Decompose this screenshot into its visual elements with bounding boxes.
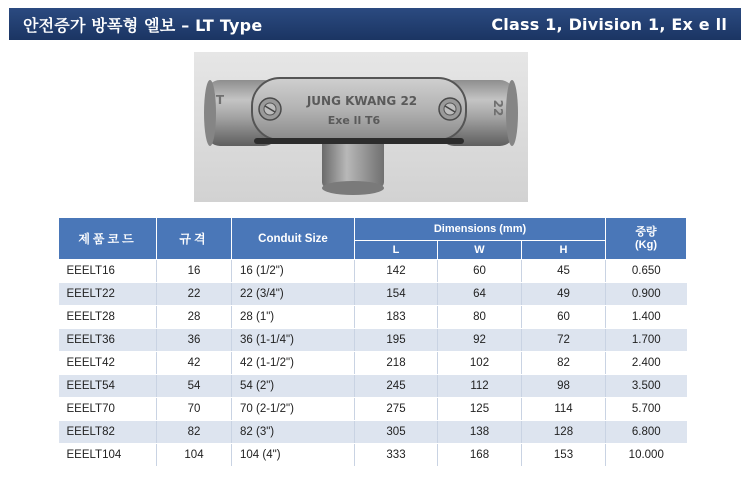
cell-weight: 5.700 (606, 398, 687, 421)
header-weight (606, 218, 687, 260)
table-row (59, 444, 687, 467)
cell-conduit: 16 (1/2") (232, 260, 355, 283)
cell-w: 92 (438, 329, 522, 352)
cell-weight: 0.900 (606, 283, 687, 306)
cell-code: EEELT22 (59, 283, 157, 306)
header-conduit-size: Conduit Size (232, 218, 355, 260)
cell-weight: 0.650 (606, 260, 687, 283)
cover-plate (252, 78, 466, 140)
cell-conduit: 104 (4") (232, 444, 355, 467)
cell-w: 64 (438, 283, 522, 306)
cell-w: 102 (438, 352, 522, 375)
cell-w: 125 (438, 398, 522, 421)
cell-spec: 36 (157, 329, 232, 352)
cell-code: EEELT16 (59, 260, 157, 283)
header-weight-unit: (Kg) (635, 238, 658, 251)
cover-screw-right (439, 98, 461, 120)
cell-l: 305 (355, 421, 438, 444)
cell-conduit: 42 (1-1/2") (232, 352, 355, 375)
cell-conduit: 36 (1-1/4") (232, 329, 355, 352)
cell-spec: 16 (157, 260, 232, 283)
header-dimensions: Dimensions (mm) (355, 218, 606, 241)
cell-w: 80 (438, 306, 522, 329)
cell-l: 183 (355, 306, 438, 329)
cell-code: EEELT54 (59, 375, 157, 398)
cell-h: 114 (522, 398, 606, 421)
product-photo (194, 52, 528, 202)
cell-l: 333 (355, 444, 438, 467)
cell-h: 72 (522, 329, 606, 352)
cell-h: 60 (522, 306, 606, 329)
cell-weight: 10.000 (606, 444, 687, 467)
cell-weight: 1.700 (606, 329, 687, 352)
cover-text-line1: JUNG KWANG 22 (306, 94, 418, 108)
cell-h: 128 (522, 421, 606, 444)
cover-screw-left (259, 98, 281, 120)
cell-conduit: 82 (3") (232, 421, 355, 444)
cell-spec: 104 (157, 444, 232, 467)
table-row (59, 260, 687, 283)
header-code: 제품코드 (59, 218, 157, 260)
cell-conduit: 70 (2-1/2") (232, 398, 355, 421)
cell-w: 168 (438, 444, 522, 467)
header-spec: 규격 (157, 218, 232, 260)
header-weight-label: 중량 (635, 225, 657, 238)
cell-code: EEELT36 (59, 329, 157, 352)
header-dim-h: H (522, 241, 606, 260)
cell-conduit: 54 (2") (232, 375, 355, 398)
cell-code: EEELT70 (59, 398, 157, 421)
left-hub-mark: T (215, 93, 225, 107)
classification-label: Class 1, Division 1, Ex e ll (491, 14, 727, 34)
table-row (59, 398, 687, 421)
cell-spec: 42 (157, 352, 232, 375)
cell-conduit: 28 (1") (232, 306, 355, 329)
cell-h: 45 (522, 260, 606, 283)
cell-spec: 22 (157, 283, 232, 306)
page-title: 안전증가 방폭형 엘보 – LT Type (23, 15, 263, 35)
cell-l: 142 (355, 260, 438, 283)
cell-weight: 2.400 (606, 352, 687, 375)
cell-code: EEELT42 (59, 352, 157, 375)
cell-code: EEELT104 (59, 444, 157, 467)
cell-code: EEELT28 (59, 306, 157, 329)
cell-conduit: 22 (3/4") (232, 283, 355, 306)
cell-w: 112 (438, 375, 522, 398)
cell-w: 60 (438, 260, 522, 283)
table-row (59, 329, 687, 352)
cell-w: 138 (438, 421, 522, 444)
cell-l: 245 (355, 375, 438, 398)
cell-l: 154 (355, 283, 438, 306)
table-header-row (59, 218, 687, 241)
title-bar (9, 8, 741, 40)
cover-gasket (254, 138, 464, 144)
spec-table (58, 217, 687, 467)
stem-hub (322, 136, 384, 195)
cell-h: 82 (522, 352, 606, 375)
cell-code: EEELT82 (59, 421, 157, 444)
cell-h: 98 (522, 375, 606, 398)
cover-text-line2: Exe ll T6 (327, 114, 381, 127)
cell-spec: 54 (157, 375, 232, 398)
cell-h: 153 (522, 444, 606, 467)
table-row (59, 421, 687, 444)
cell-l: 195 (355, 329, 438, 352)
cell-spec: 28 (157, 306, 232, 329)
header-dim-w: W (438, 241, 522, 260)
table-row (59, 375, 687, 398)
cell-spec: 70 (157, 398, 232, 421)
cell-l: 275 (355, 398, 438, 421)
right-hub-mark: 22 (491, 99, 505, 117)
cell-weight: 3.500 (606, 375, 687, 398)
cell-weight: 6.800 (606, 421, 687, 444)
cell-l: 218 (355, 352, 438, 375)
cell-weight: 1.400 (606, 306, 687, 329)
cell-h: 49 (522, 283, 606, 306)
table-row (59, 306, 687, 329)
table-row (59, 352, 687, 375)
table-row (59, 283, 687, 306)
cell-spec: 82 (157, 421, 232, 444)
header-dim-l: L (355, 241, 438, 260)
